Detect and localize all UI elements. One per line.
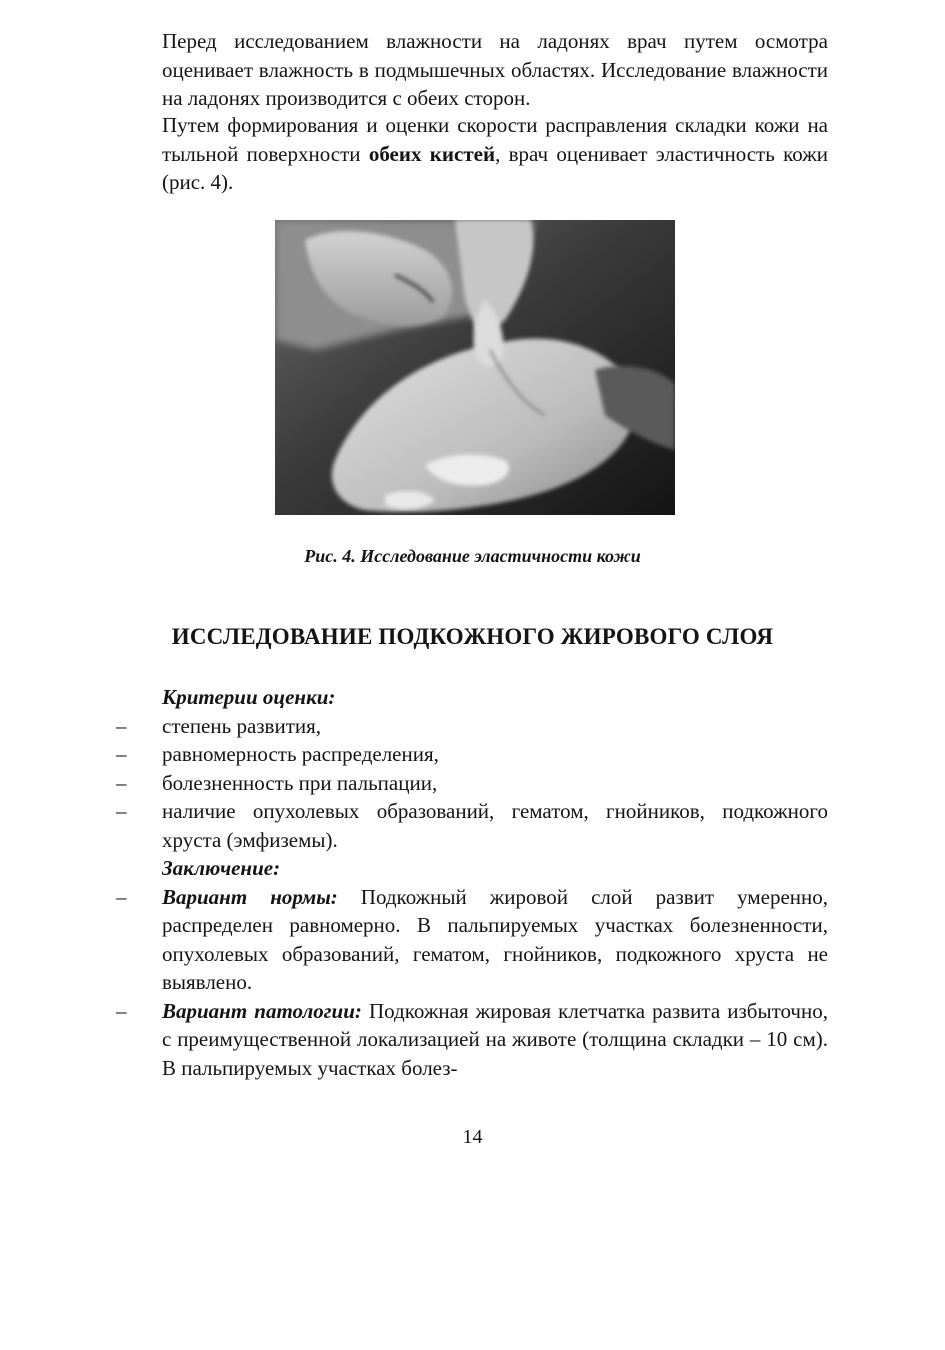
list-item (116, 769, 828, 798)
criteria-item-1: степень развития, (162, 713, 322, 738)
intro-paragraph-elasticity (162, 111, 828, 197)
list-item (116, 740, 828, 769)
figure-skin-elasticity-photo (275, 220, 675, 515)
conclusion-label: Заключение: (162, 856, 281, 880)
list-item (116, 997, 828, 1083)
conclusion-norm-text: Подкожный жировой слой развит умеренно, распределен равномерно. В пальпируемых участках болезненности, опухолевых образований, гематом, гнойников, подкожного хруста не выявлено. (162, 884, 829, 994)
list-dash: – (116, 713, 127, 738)
figure-caption: Рис. 4. Исследование эластичности кожи (304, 546, 641, 566)
list-dash: – (116, 742, 127, 766)
conclusion-pathology (162, 997, 828, 1083)
list-item (116, 797, 828, 854)
paragraph-1-text: Перед исследованием влажности на ладонях врач путем осмотра оценивает влажность в подмышечных областях. Исследование влажности на ладонях производится с обеих сторон. (162, 29, 828, 110)
conclusion-pathology-text: Подкожная жировая клетчатка развита избыточно, с преимущественной локализацией на животе (толщина складки – 10 см). В пальпируемых участках болез- (162, 998, 828, 1080)
list-dash: – (116, 770, 127, 795)
conclusion-pathology-lead: Вариант патологии: (162, 998, 362, 1023)
list-item (116, 712, 828, 741)
paragraph-2-part-1: Путем формирования и оценки скорости расправления складки кожи на тыльной поверхности (162, 113, 828, 166)
conclusion-norm-lead: Вариант нормы: (162, 884, 338, 909)
paragraph-2-body (162, 111, 828, 197)
criteria-and-conclusion (116, 683, 828, 1082)
section-title: ИССЛЕДОВАНИЕ ПОДКОЖНОГО ЖИРОВОГО СЛОЯ (171, 624, 774, 649)
hands-photo-illustration (275, 220, 675, 515)
list-dash: – (116, 884, 127, 909)
conclusion-norm (162, 883, 828, 997)
page-number: 14 (462, 1126, 483, 1148)
criteria-item-4: наличие опухолевых образований, гематом, гнойников, подкожного хруста (эмфиземы). (162, 799, 828, 852)
criteria-item-2: равномерность распределения, (162, 742, 439, 766)
paragraph-2-part-2: , врач оценивает эластичность кожи (рис. 4). (162, 141, 828, 194)
criteria-item-3: болезненность при пальпации, (162, 770, 438, 795)
list-item (116, 883, 828, 997)
list-dash: – (116, 998, 127, 1023)
paragraph-2-bold: обеих кистей (368, 141, 496, 166)
intro-paragraph-moisture (162, 27, 828, 113)
criteria-label: Критерии оценки: (162, 685, 336, 709)
list-dash: – (116, 799, 127, 823)
